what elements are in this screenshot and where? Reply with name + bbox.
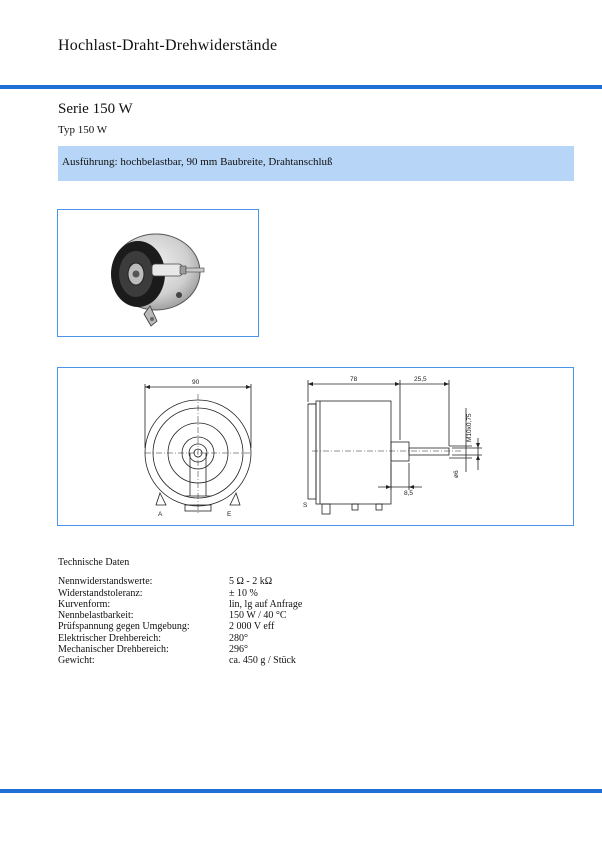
product-photo-frame	[57, 209, 259, 337]
spec-value: 280°	[229, 632, 248, 644]
spec-label: Kurvenform:	[58, 598, 111, 610]
dim-width-90: 90	[192, 379, 200, 386]
spec-label: Prüfspannung gegen Umgebung:	[58, 621, 190, 633]
spec-row	[58, 588, 302, 599]
spec-value: 5 Ω - 2 kΩ	[229, 576, 273, 588]
spec-label: Mechanischer Drehbereich:	[58, 644, 169, 656]
spec-row	[58, 610, 302, 621]
spec-label: Gewicht:	[58, 655, 95, 667]
spec-row	[58, 621, 302, 632]
series-title: Serie 150 W	[58, 101, 133, 117]
spec-value: 150 W / 40 °C	[229, 610, 287, 622]
spec-label: Elektrischer Drehbereich:	[58, 632, 162, 644]
terminal-label-a: A	[158, 511, 163, 518]
spec-label: Nennwiderstandswerte:	[58, 576, 153, 588]
spec-value: 2 000 V eff	[229, 621, 275, 633]
terminal-label-s: S	[303, 502, 308, 509]
dim-8-5: 8,5	[404, 490, 414, 497]
spec-row	[58, 576, 302, 587]
dim-shaft-diameter: ø6	[453, 470, 460, 478]
spec-row	[58, 599, 302, 610]
footer-rule	[0, 789, 602, 793]
spec-label: Nennbelastbarkeit:	[58, 610, 134, 622]
terminal-label-e: E	[227, 511, 232, 518]
spec-label: Widerstandstoleranz:	[58, 587, 143, 599]
spec-value: ± 10 %	[229, 587, 258, 599]
spec-row	[58, 633, 302, 644]
page-title: Hochlast-Draht-Drehwiderstände	[58, 37, 278, 54]
dimension-drawing-frame	[57, 367, 574, 526]
type-label: Typ 150 W	[58, 124, 108, 136]
spec-value: ca. 450 g / Stück	[229, 655, 296, 667]
specs-section	[58, 557, 302, 667]
banner-text: Ausführung: hochbelastbar, 90 mm Baubreite, Drahtanschluß	[62, 156, 333, 168]
dim-thread: M10x0,75	[466, 413, 473, 442]
dim-depth-78: 78	[350, 376, 358, 383]
product-photo	[58, 210, 260, 338]
spec-value: 296°	[229, 644, 248, 656]
dimension-drawing	[58, 368, 575, 527]
feature-banner	[58, 146, 574, 181]
spec-row	[58, 644, 302, 655]
specs-heading: Technische Daten	[58, 557, 130, 568]
dim-shaft-25-5: 25,5	[414, 376, 427, 383]
spec-row	[58, 655, 302, 666]
header-rule	[0, 85, 602, 89]
spec-value: lin, lg auf Anfrage	[229, 598, 303, 610]
